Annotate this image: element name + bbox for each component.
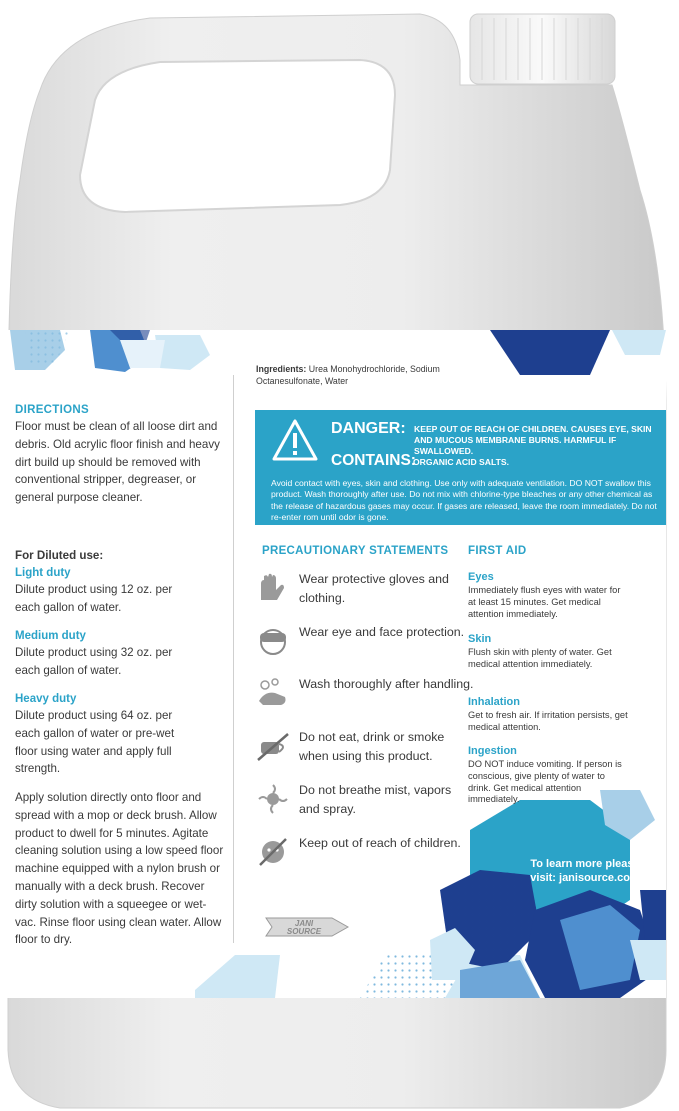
first-aid-heading: FIRST AID (468, 545, 527, 557)
goggles-icon (255, 622, 291, 658)
contains-text: ORGANIC ACID SALTS. (413, 457, 509, 467)
first-aid-skin-title: Skin (468, 633, 492, 645)
first-aid-skin-text: Flush skin with plenty of water. Get medical attention immediately. (468, 647, 612, 669)
light-duty-title: Light duty (15, 567, 71, 579)
svg-text:SOURCE: SOURCE (286, 927, 322, 936)
first-aid-ingestion-title: Ingestion (468, 745, 517, 757)
light-duty-text: Dilute product using 12 oz. per each gallon of water. (15, 583, 173, 614)
apply-instructions: Apply solution directly onto floor and spread with a mop or deck brush. Allow product to dwell for 5 minutes. Agitate cleaning solution using a low speed floor machine equipped with a nylon brush or manually with a deck brush. Recover dirty solution with a squeegee or wet-vac. Rinse floor using clean water. Allow floor to dry. (15, 791, 224, 947)
precaution-no-breathe: Do not breathe mist, vapors and spray. (299, 783, 452, 816)
no-eat-icon (255, 728, 291, 764)
precaution-wash: Wash thoroughly after handling. (299, 677, 474, 691)
diluted-heading: For Diluted use: (15, 549, 104, 562)
ingredients-text: Urea Monohydrochloride, Sodium Octanesulfonate, Water (256, 364, 440, 386)
heavy-duty-title: Heavy duty (15, 693, 77, 705)
ingredients-label: Ingredients: (256, 364, 307, 374)
warning-text: Avoid contact with eyes, skin and clothing. Use only with adequate ventilation. DO NOT swallow this product. Wash thoroughly after use. Do not mix with chlorine-type bleaches or any other chemical as the release of hazardous gases may occur. If gases are released, leave the room immediately. Do not re-enter rom until odor is gone. (271, 478, 657, 523)
warning-triangle-icon (271, 418, 319, 462)
wash-hands-icon (255, 675, 291, 711)
first-aid-eyes-text: Immediately flush eyes with water for at least 15 minutes. Get medical attention immediately. (468, 585, 621, 619)
precaution-gloves: Wear protective gloves and clothing. (299, 572, 449, 605)
precaution-eye: Wear eye and face protection. (299, 625, 465, 639)
precaution-children: Keep out of reach of children. (299, 836, 461, 850)
product-label (0, 330, 666, 998)
heavy-duty-text: Dilute product using 64 oz. per each gallon of water or pre-wet floor using water and apply full strength. (15, 709, 175, 776)
jani-source-logo (262, 914, 352, 940)
learn-more-text: To learn more please visit: janisource.com (530, 858, 640, 884)
danger-box (255, 410, 666, 525)
directions-heading: DIRECTIONS (15, 404, 89, 416)
no-breathe-icon (255, 781, 291, 817)
contains-word: CONTAINS: (331, 452, 416, 469)
first-aid-eyes-title: Eyes (468, 571, 494, 583)
medium-duty-text: Dilute product using 32 oz. per each gallon of water. (15, 646, 173, 677)
ingredients (256, 364, 456, 387)
child-icon (255, 834, 291, 870)
first-aid-inhalation-title: Inhalation (468, 696, 520, 708)
gloves-icon (255, 570, 291, 606)
medium-duty-title: Medium duty (15, 630, 86, 642)
column-divider (233, 375, 234, 943)
precautionary-heading: PRECAUTIONARY STATEMENTS (262, 545, 449, 557)
precaution-no-eat: Do not eat, drink or smoke when using this product. (299, 730, 445, 763)
directions-intro: Floor must be clean of all loose dirt and debris. Old acrylic floor finish and heavy dirt build up should be removed with conventional stripper, degreaser, or general purpose cleaner. (15, 420, 220, 505)
danger-word: DANGER: (331, 420, 406, 437)
danger-text: KEEP OUT OF REACH OF CHILDREN. CAUSES EYE, SKIN AND MUCOUS MEMBRANE BURNS. HARMFUL IF SWALLOWED. (414, 424, 652, 456)
first-aid-inhalation-text: Get to fresh air. If irritation persists, get medical attention. (468, 710, 628, 732)
svg-text:JANI: JANI (294, 919, 314, 928)
first-aid-ingestion-text: DO NOT induce vomiting. If person is conscious, give plenty of water to drink. Get medical attention immediately. (468, 759, 622, 805)
